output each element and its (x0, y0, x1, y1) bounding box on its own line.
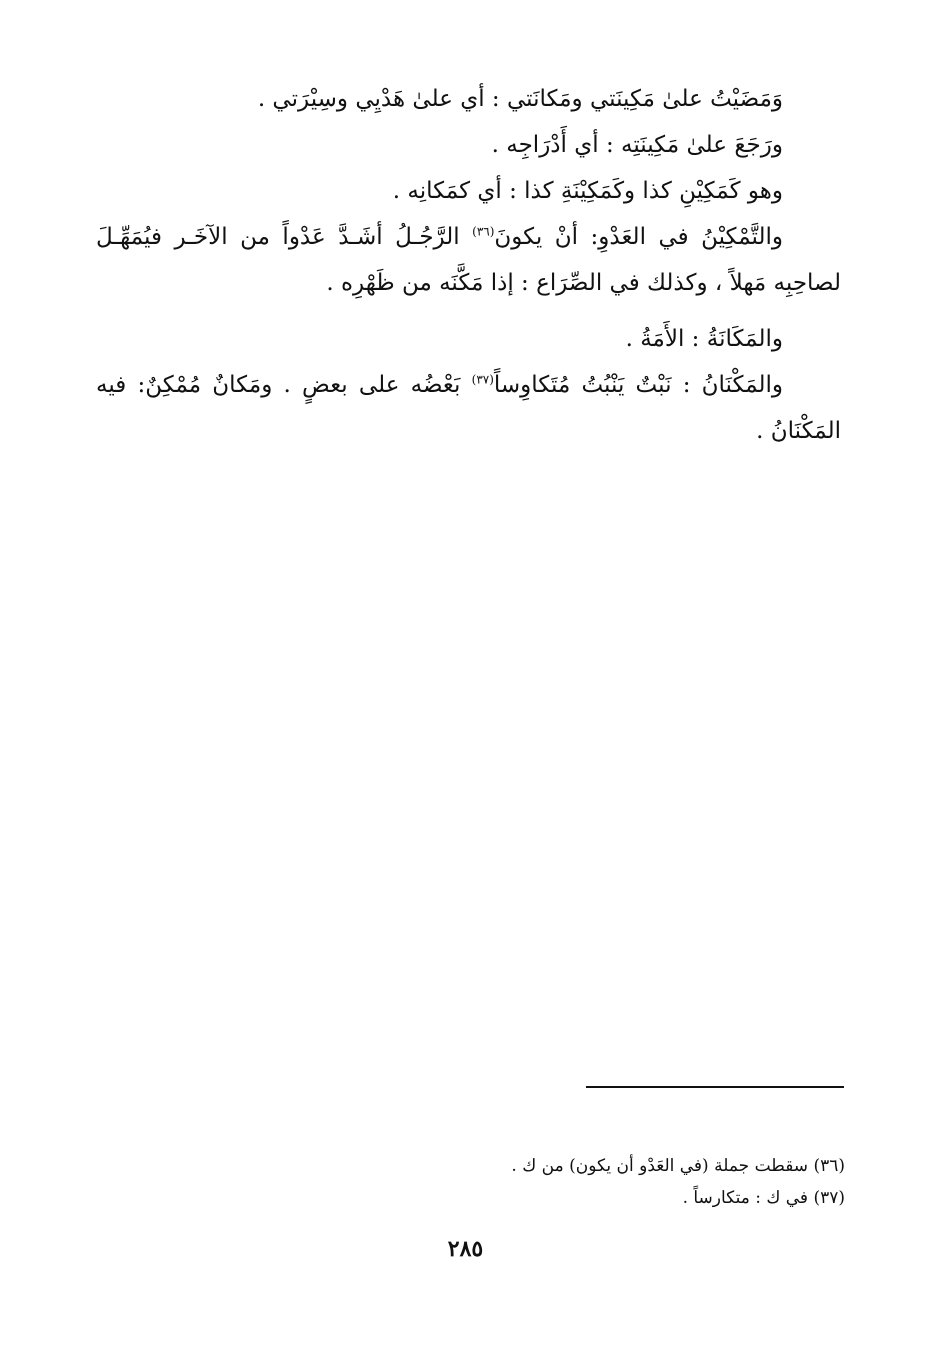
footnote-ref-37: (٣٧) (471, 372, 494, 387)
page-number: ٢٨٥ (447, 1236, 484, 1262)
footnote-ref-36: (٣٦) (472, 224, 495, 239)
main-text (96, 76, 841, 454)
footnote-36: (٣٦) سقطت جملة (في العَدْو أن يكون) من ك . (511, 1156, 845, 1176)
footnote-separator (586, 1086, 844, 1088)
text-line-6: والمَكَانَةُ : الأَمَةُ . (625, 326, 783, 352)
text-line-2: ورَجَعَ علىٰ مَكِينَتِه : أي أَدْرَاجِه . (491, 132, 783, 158)
text-line-4 (96, 214, 841, 260)
text-line-4-start: والتَّمْكِيْنُ في العَدْوِ: أنْ يكونَ (494, 224, 783, 250)
text-line-3: وهو كَمَكِيْنِ كذا وكَمَكِيْنَةِ كذا : أي كمَكانِه . (392, 178, 783, 204)
text-line-1: وَمَضَيْتُ علىٰ مَكِينَتي ومَكانَتي : أي علىٰ هَدْيِي وسِيْرَتي . (257, 86, 783, 112)
footnotes (300, 1150, 845, 1214)
text-line-7-end: بَعْضُه على بعضٍ . ومَكانٌ مُمْكِنٌ: فيه (96, 372, 472, 398)
text-line-4-end: الرَّجُـلُ أشَـدَّ عَدْواً من الآخَـر فيُمَهِّـلَ (96, 224, 473, 250)
text-line-7 (96, 362, 841, 408)
paragraph-gap (96, 306, 841, 316)
text-line-7-start: والمَكْنَانُ : نَبْتٌ يَنْبُتُ مُتَكاوِساً (493, 372, 783, 398)
footnote-37: (٣٧) في ك : متكارساً . (682, 1188, 845, 1208)
text-line-8: المَكْنَانُ . (756, 418, 841, 444)
text-line-5: لصاحِبِه مَهلاً ، وكذلك في الصِّرَاع : إذا مَكَّنَه من ظَهْرِه . (326, 270, 841, 296)
